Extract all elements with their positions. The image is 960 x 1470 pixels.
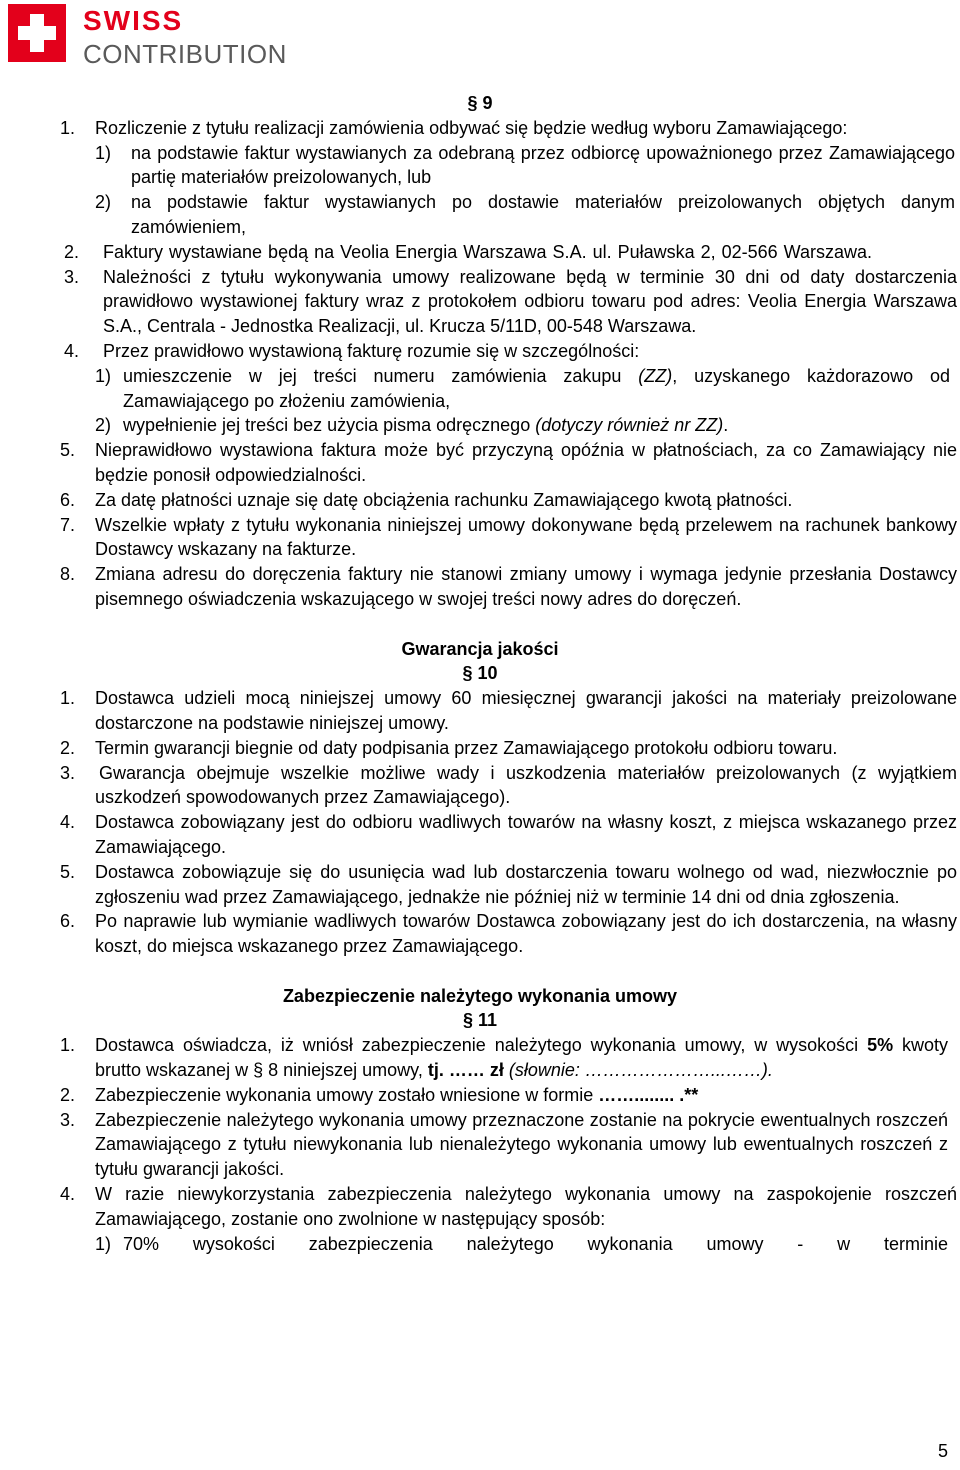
list-number: 1. (60, 1035, 76, 1056)
s9-paragraph-1-item-2 (0, 190, 960, 240)
logo-line-contribution: CONTRIBUTION (83, 39, 287, 69)
s11-paragraph-1 (0, 1033, 960, 1083)
paragraph-text: Przez prawidłowo wystawioną fakturę rozumie się w szczególności: (103, 340, 640, 361)
text-run: Zabezpieczenie wykonania umowy zostało wniesione w formie (95, 1084, 599, 1105)
section-11-title: Zabezpieczenie należytego wykonania umowy (282, 985, 678, 1006)
list-number: 5. (60, 440, 76, 461)
section-10-title: Gwarancja jakości (401, 638, 559, 659)
text-run: . (723, 415, 729, 436)
list-number: 8. (60, 564, 76, 585)
spacer (0, 959, 960, 984)
italic-text-run: (słownie: …………………...……). (508, 1060, 773, 1081)
list-number: 3. (60, 762, 76, 783)
list-number: 1) (95, 142, 112, 163)
s9-paragraph-1-item-1 (0, 141, 960, 191)
text-run: wypełnienie jej treści bez użycia pisma odręcznego (123, 415, 536, 436)
page-number: 5 (937, 1441, 948, 1461)
list-number: 1. (60, 688, 76, 709)
paragraph-text: Należności z tytułu wykonywania umowy realizowane będą w terminie 30 dni od daty dostarczenia prawidłowo wystawionej faktury wraz z protokołem odbioru towaru pod adres: Veolia Energia Warszawa S.A., Centrala - Jednostka Realizacji, ul. Krucza 5/11D, 00-548 Warszawa. (103, 266, 957, 337)
s11-paragraph-3 (0, 1108, 960, 1182)
s9-paragraph-7 (0, 513, 960, 563)
document-body (0, 91, 960, 1256)
swiss-contribution-logo (8, 4, 298, 69)
list-number: 7. (60, 514, 76, 535)
paragraph-text: Termin gwarancji biegnie od daty podpisania przez Zamawiającego protokołu odbioru towaru. (95, 737, 838, 758)
section-9-heading: § 9 (467, 93, 493, 113)
italic-text-run: (ZZ) (638, 365, 673, 386)
list-number: 1) (95, 365, 112, 386)
paragraph-text: Gwarancja obejmuje wszelkie możliwe wady i uszkodzenia materiałów preizolowanych (z wyjątkiem uszkodzeń spowodowanych przez Zamawiającego). (95, 762, 957, 808)
paragraph-text (95, 1083, 957, 1108)
text-run: kwoty brutto wskazanej w § 8 niniejszej umowy, (95, 1035, 948, 1081)
s10-paragraph-2 (0, 736, 960, 761)
paragraph-text: Dostawca udzieli mocą niniejszej umowy 60 miesięcznej gwarancji jakości na materiały preizolowane dostarczone na podstawie niniejszej umowy. (95, 688, 957, 733)
paragraph-text: Rozliczenie z tytułu realizacji zamówienia odbywać się będzie według wyboru Zamawiającego: (95, 117, 848, 138)
s10-paragraph-3 (0, 761, 960, 811)
list-number: 1. (60, 117, 76, 138)
s11-paragraph-4-item-1 (0, 1232, 960, 1257)
list-number: 6. (60, 911, 76, 932)
list-number: 3. (60, 1109, 76, 1130)
text-run: Dostawca oświadcza, iż wniósł zabezpieczenie należytego wykonania umowy, w wysokości (95, 1035, 868, 1056)
logo-line-swiss: SWISS (83, 5, 184, 36)
paragraph-text: 70% wysokości zabezpieczenia należytego wykonania umowy - w terminie (123, 1233, 948, 1254)
list-number: 2) (95, 415, 112, 436)
italic-text-run: (dotyczy również nr ZZ) (535, 415, 724, 436)
s9-paragraph-8 (0, 562, 960, 612)
s10-paragraph-1 (0, 686, 960, 736)
paragraph-text: Nieprawidłowo wystawiona faktura może być przyczyną opóźnia w płatnościach, za co Zamawiający nie będzie ponosił odpowiedzialności. (95, 440, 957, 485)
s9-paragraph-5 (0, 438, 960, 488)
paragraph-text (123, 413, 950, 438)
s10-paragraph-6 (0, 909, 960, 959)
swiss-flag-icon (8, 4, 66, 62)
list-number: 4. (60, 1184, 76, 1205)
paragraph-text: Wszelkie wpłaty z tytułu wykonania niniejszej umowy dokonywane będą przelewem na rachunek bankowy Dostawcy wskazany na fakturze. (95, 514, 957, 560)
section-11-heading: § 11 (462, 1010, 498, 1031)
list-number: 2. (60, 1084, 76, 1105)
s9-paragraph-4 (0, 339, 960, 364)
paragraph-text: W razie niewykorzystania zabezpieczenia należytego wykonania umowy na zaspokojenie roszczeń Zamawiającego, zostanie ono zwolnione w następujący sposób: (95, 1184, 957, 1229)
paragraph-text: Dostawca zobowiązany jest do odbioru wadliwych towarów na własny koszt, z miejsca wskazanego przez Zamawiającego. (95, 812, 957, 857)
paragraph-text: Dostawca zobowiązuje się do usunięcia wad lub dostarczenia towaru wolnego od wad, niezwłocznie po zgłoszeniu wad przez Zamawiającego, jednakże nie później niż w terminie 14 dni od dnia zgłoszenia. (95, 861, 957, 907)
paragraph-text (95, 1033, 948, 1083)
bold-text-run: tj. …… zł (427, 1060, 504, 1081)
s9-paragraph-3 (0, 265, 960, 339)
section-10-heading: § 10 (462, 663, 498, 684)
text-run: umieszczenie w jej treści numeru zamówienia zakupu (123, 365, 639, 386)
list-number: 5. (60, 861, 76, 882)
paragraph-text: Za datę płatności uznaje się datę obciążenia rachunku Zamawiającego kwotą płatności. (95, 489, 793, 510)
spacer (0, 612, 960, 637)
s9-paragraph-1 (0, 116, 960, 141)
s11-paragraph-2 (0, 1083, 960, 1108)
list-number: 4. (60, 812, 76, 833)
s9-paragraph-4-item-2 (0, 413, 960, 438)
s9-paragraph-4-item-1 (0, 364, 960, 414)
paragraph-text: Zabezpieczenie należytego wykonania umowy przeznaczone zostanie na pokrycie ewentualnych roszczeń Zamawiającego z tytułu niewykonania lub nienależytego wykonania umowy lub ewentualnych roszczeń z tytułu gwarancji jakości. (95, 1109, 948, 1180)
list-number: 1) (95, 1233, 112, 1254)
paragraph-text: na podstawie faktur wystawianych za odebraną przez odbiorcę upoważnionego przez Zamawiającego partię materiałów preizolowanych, lub (131, 142, 955, 188)
list-number: 2) (95, 192, 112, 213)
paragraph-text (123, 364, 950, 414)
s9-paragraph-6 (0, 488, 960, 513)
text-run: , uzyskanego każdorazowo od Zamawiającego po złożeniu zamówienia, (123, 365, 950, 411)
s9-paragraph-2 (0, 240, 960, 265)
list-number: 2. (60, 737, 76, 758)
list-number: 2. (64, 241, 80, 262)
paragraph-text: na podstawie faktur wystawianych po dostawie materiałów preizolowanych objętych danym zamówieniem, (131, 192, 955, 237)
paragraph-text: Faktury wystawiane będą na Veolia Energia Warszawa S.A. ul. Puławska 2, 02-566 Warszawa. (103, 241, 873, 262)
paragraph-text: Po naprawie lub wymianie wadliwych towarów Dostawca zobowiązany jest do ich dostarczenia, na własny koszt, do miejsca wskazanego przez Zamawiającego. (95, 911, 957, 957)
paragraph-text: Zmiana adresu do doręczenia faktury nie stanowi zmiany umowy i wymaga jedynie przesłania Dostawcy pisemnego oświadczenia wskazującego w swojej treści nowy adres do doręczeń. (95, 564, 957, 609)
list-number: 6. (60, 489, 76, 510)
bold-text-run: ……........ .** (598, 1084, 699, 1105)
list-number: 3. (64, 266, 80, 287)
list-number: 4. (64, 340, 80, 361)
bold-text-run: 5% (867, 1035, 894, 1056)
s11-paragraph-4 (0, 1182, 960, 1232)
s10-paragraph-5 (0, 860, 960, 910)
s10-paragraph-4 (0, 810, 960, 860)
